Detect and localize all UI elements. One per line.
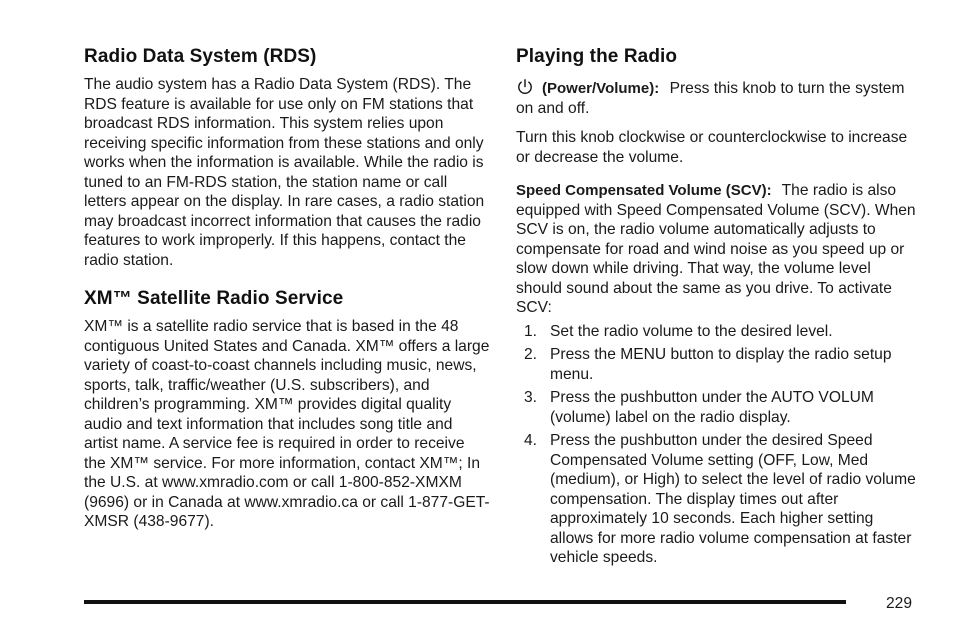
power-icon	[516, 78, 534, 96]
xm-body: XM™ is a satellite radio service that is based in the 48 contiguous United States and Canada. XM™ offers a large variety of coast-to-coast channels including music, news, sports, talk, traffic/weather (U.S. subscribers), and children’s programming. XM™ provides digital quality audio and text information that includes song title and artist name. A service fee is required in order to receive the XM™ service. For more information, contact XM™; In the U.S. at www.xmradio.com or call 1-800-852-XMXM (9696) or in Canada at www.xmradio.ca or call 1-877-GET-XMSR (438-9677).	[84, 318, 490, 530]
list-item	[516, 431, 916, 568]
scv-steps-list	[516, 322, 916, 568]
footer-rule	[84, 600, 846, 604]
left-column	[84, 44, 490, 532]
page-number: 229	[886, 595, 913, 612]
step-text: Press the pushbutton under the AUTO VOLUM (volume) label on the radio display.	[550, 389, 874, 426]
rds-heading: Radio Data System (RDS)	[84, 46, 317, 67]
step-text: Press the pushbutton under the desired Speed Compensated Volume setting (OFF, Low, Med (medium), or High) to select the level of radio volume compensation. The display times out after approximately 10 seconds. Each higher setting allows for more radio volume compensation at faster vehicle speeds.	[550, 432, 916, 566]
scv-label: Speed Compensated Volume (SCV):	[516, 182, 772, 199]
list-item	[516, 388, 916, 427]
rds-body: The audio system has a Radio Data System (RDS). The RDS feature is available for use only on FM stations that broadcast RDS information. This system relies upon receiving specific information from these stations and only works when the information is available. While the radio is tuned to an FM-RDS station, the station name or call letters appear on the display. In rare cases, a radio station may broadcast incorrect information that causes the radio features to work improperly. If this happens, contact the radio station.	[84, 76, 485, 269]
step-text: Set the radio volume to the desired level.	[550, 322, 833, 340]
power-volume-paragraph	[516, 78, 916, 118]
playing-radio-heading: Playing the Radio	[516, 46, 678, 67]
step-text: Press the MENU button to display the radio setup menu.	[550, 346, 892, 383]
scv-text: The radio is also equipped with Speed Compensated Volume (SCV). When SCV is on, the radio volume automatically adjusts to compensate for road and wind noise as you speed up or slow down while driving. That way, the volume level should sound about the same as you drive. To activate SCV:	[516, 182, 916, 316]
xm-heading: XM™ Satellite Radio Service	[84, 288, 344, 309]
power-volume-label: (Power/Volume):	[542, 80, 660, 97]
list-item	[516, 345, 916, 384]
list-item	[516, 322, 916, 342]
step-number: 1.	[524, 322, 538, 340]
scv-paragraph	[516, 181, 916, 318]
step-number: 3.	[524, 389, 538, 406]
rds-section	[84, 44, 490, 270]
right-column	[516, 44, 916, 572]
volume-paragraph: Turn this knob clockwise or counterclockwise to increase or decrease the volume.	[516, 129, 908, 166]
power-volume-text: Press this knob to turn the system on and off.	[516, 80, 905, 117]
step-number: 2.	[524, 346, 538, 363]
step-number: 4.	[524, 432, 538, 449]
xm-section	[84, 286, 490, 532]
